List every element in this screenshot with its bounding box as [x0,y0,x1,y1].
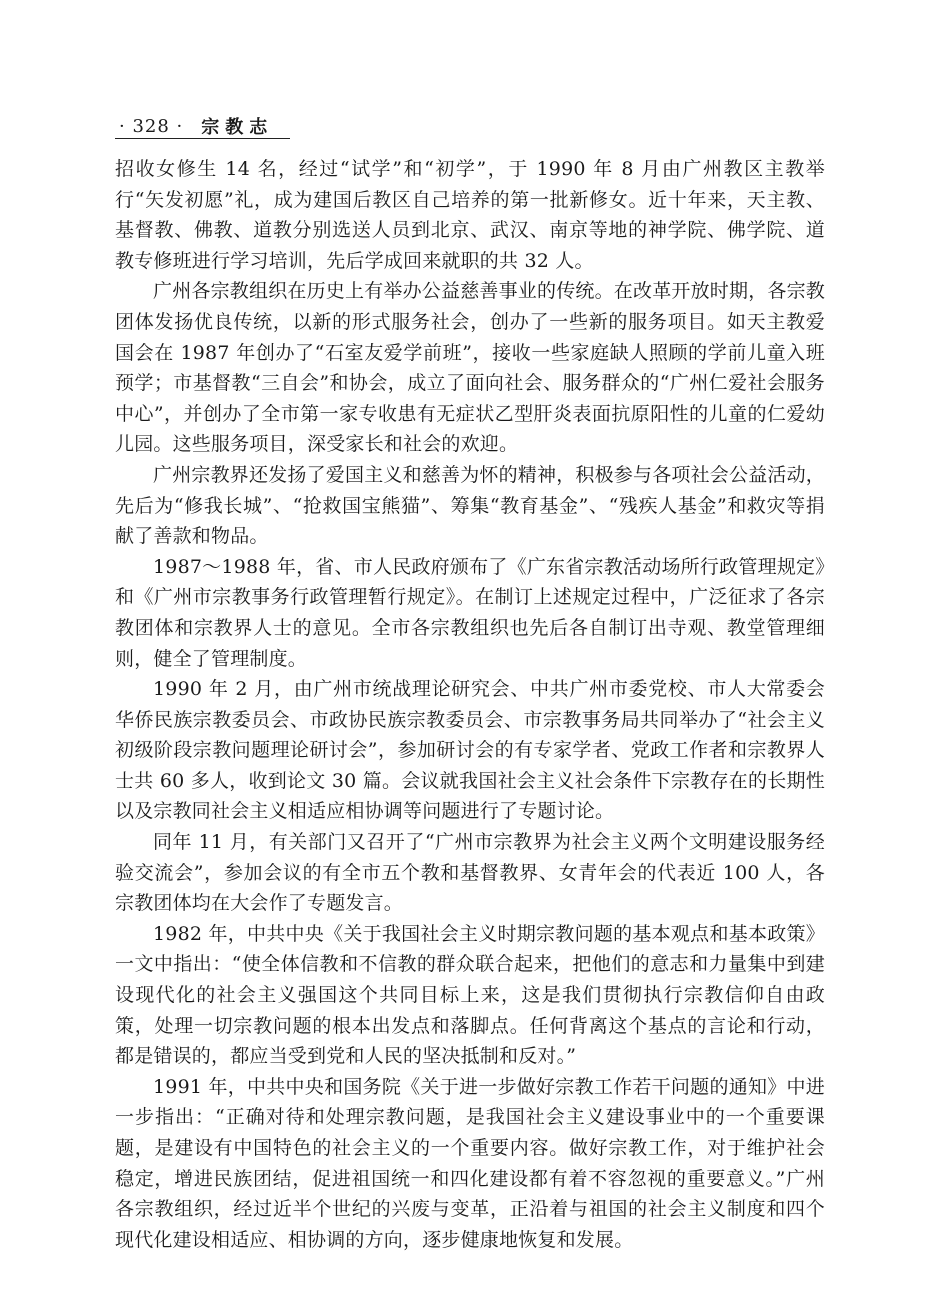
paragraph-charity-tradition: 广州各宗教组织在历史上有举办公益慈善事业的传统。在改革开放时期，各宗教团体发扬优良传统，以新的形式服务社会，创办了一些新的服务项目。如天主教爱国会在 1987 年创办了“石室友爱学前班”，接收一些家庭缺人照顾的学前儿童入班预学；市基督教“三自会”和协会，成立了面向社会、服务群众的“广州仁爱社会服务中心”，并创办了全市第一家专收患有无症状乙型肝炎表面抗原阳性的儿童的仁爱幼儿园。这些服务项目，深受家长和社会的欢迎。 [115,280,826,456]
paragraph-symposium: 1990 年 2 月，由广州市统战理论研究会、中共广州市委党校、市人大常委会华侨民族宗教委员会、市政协民族宗教委员会、市宗教事务局共同举办了“社会主义初级阶段宗教问题理论研讨会”，参加研讨会的有专家学者、党政工作者和宗教界人士共 60 多人，收到论文 30 篇。会议就我国社会主义社会条件下宗教存在的长期性以及宗教同社会主义相适应相协调等问题进行了专题讨论。 [115,678,825,823]
body-text [115,154,825,1255]
paragraph-1991-notice: 1991 年，中共中央和国务院《关于进一步做好宗教工作若干问题的通知》中进一步指出：“正确对待和处理宗教问题，是我国社会主义建设事业中的一个重要课题，是建设有中国特色的社会主义的一个重要内容。做好宗教工作，对于维护社会稳定，增进民族团结，促进祖国统一和四化建设都有着不容忽视的重要意义。”广州各宗教组织，经过近半个世纪的兴废与变革，正沿着与祖国的社会主义制度和四个现代化建设相适应、相协调的方向，逐步健康地恢复和发展。 [115,1075,825,1251]
paragraph-1982-document: 1982 年，中共中央《关于我国社会主义时期宗教问题的基本观点和基本政策》一文中指出：“使全体信教和不信教的群众联合起来，把他们的意志和力量集中到建设现代化的社会主义强国这个共同目标上来，这是我们贯彻执行宗教信仰自由政策，处理一切宗教问题的根本出发点和落脚点。任何背离这个基点的言论和行动，都是错误的，都应当受到党和人民的坚决抵制和反对。” [115,922,825,1068]
book-title: 宗教志 [201,117,274,138]
paragraph-public-welfare: 广州宗教界还发扬了爱国主义和慈善为怀的精神，积极参与各项社会公益活动，先后为“修我长城”、“抢救国宝熊猫”、筹集“教育基金”、“残疾人基金”和救灾等捐献了善款和物品。 [115,463,826,548]
running-head [115,114,290,139]
paragraph-regulations: 1987～1988 年，省、市人民政府颁布了《广东省宗教活动场所行政管理规定》和《广州市宗教事务行政管理暂行规定》。在制订上述规定过程中，广泛征求了各宗教团体和宗教界人士的意见。全市各宗教组织也先后各自制订出寺观、教堂管理细则，健全了管理制度。 [115,555,825,670]
paragraph-exchange-meeting: 同年 11 月，有关部门又召开了“广州市宗教界为社会主义两个文明建设服务经验交流会”，参加会议的有全市五个教和基督教界、女青年会的代表近 100 人，各宗教团体均在大会作了专题发言。 [115,831,825,915]
page-number: · 328 · [119,115,184,137]
paragraph-continued: 招收女修生 14 名，经过“试学”和“初学”，于 1990 年 8 月由广州教区主教举行“矢发初愿”礼，成为建国后教区自己培养的第一批新修女。近十年来，天主教、基督教、佛教、道教分别选送人员到北京、武汉、南京等地的神学院、佛学院、道教专修班进行学习培训，先后学成回来就职的共 32 人。 [115,158,825,272]
